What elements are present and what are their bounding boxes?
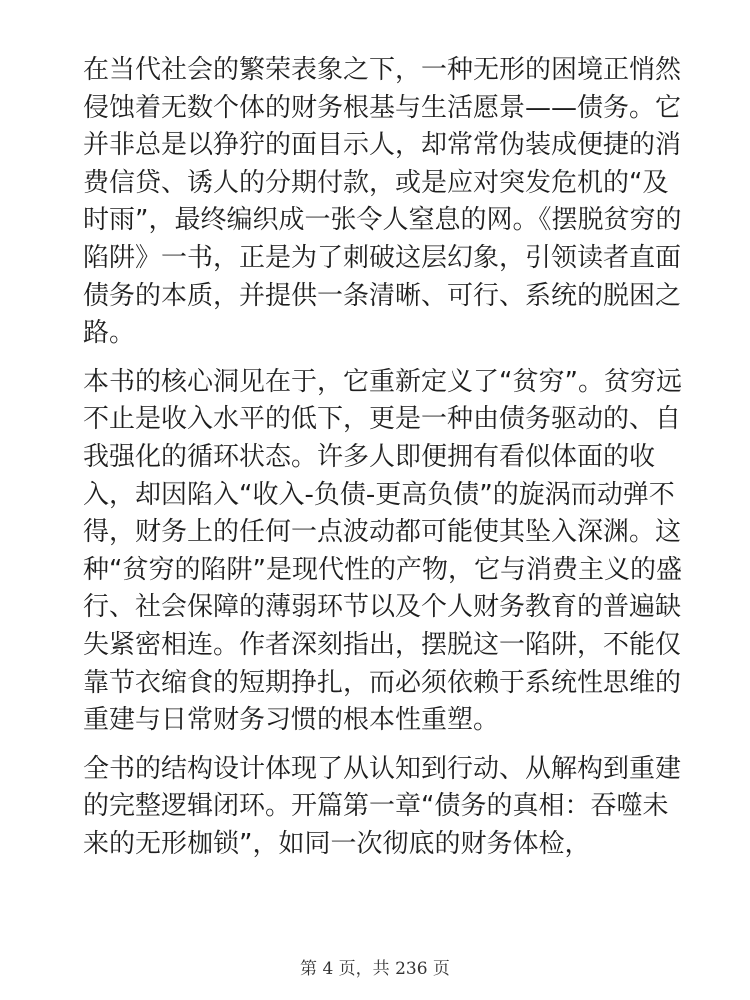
paragraph-2: 本书的核心洞见在于，它重新定义了“贫穷”。贫穷远不止是收入水平的低下，更是一种由债务驱动的、自我强化的循环状态。许多人即便拥有看似体面的收入，却因陷入“收入-负债-更高负债”的旋涡而动弹不得，财务上的任何一点波动都可能使其坠入深渊。这种“贫穷的陷阱”是现代性的产物，它与消费主义的盛行、社会保障的薄弱环节以及个人财务教育的普遍缺失紧密相连。作者深刻指出，摆脱这一陷阱，不能仅靠节衣缩食的短期挣扎，而必须依赖于系统性思维的重建与日常财务习惯的根本性重塑。 bbox=[83, 366, 682, 736]
paragraph-1: 在当代社会的繁荣表象之下，一种无形的困境正悄然侵蚀着无数个体的财务根基与生活愿景——债务。它并非总是以狰狞的面目示人，却常常伪装成便捷的消费信贷、诱人的分期付款，或是应对突发危机的“及时雨”，最终编织成一张令人窒息的网。《摆脱贫穷的陷阱》一书，正是为了刺破这层幻象，引领读者直面债务的本质，并提供一条清晰、可行、系统的脱困之路。 bbox=[83, 55, 682, 349]
paragraph-3: 全书的结构设计体现了从认知到行动、从解构到重建的完整逻辑闭环。开篇第一章“债务的真相：吞噬未来的无形枷锁”，如同一次彻底的财务体检， bbox=[83, 753, 682, 859]
page-number: 第 4 页，共 236 页 bbox=[300, 959, 450, 979]
body-text bbox=[83, 52, 683, 874]
